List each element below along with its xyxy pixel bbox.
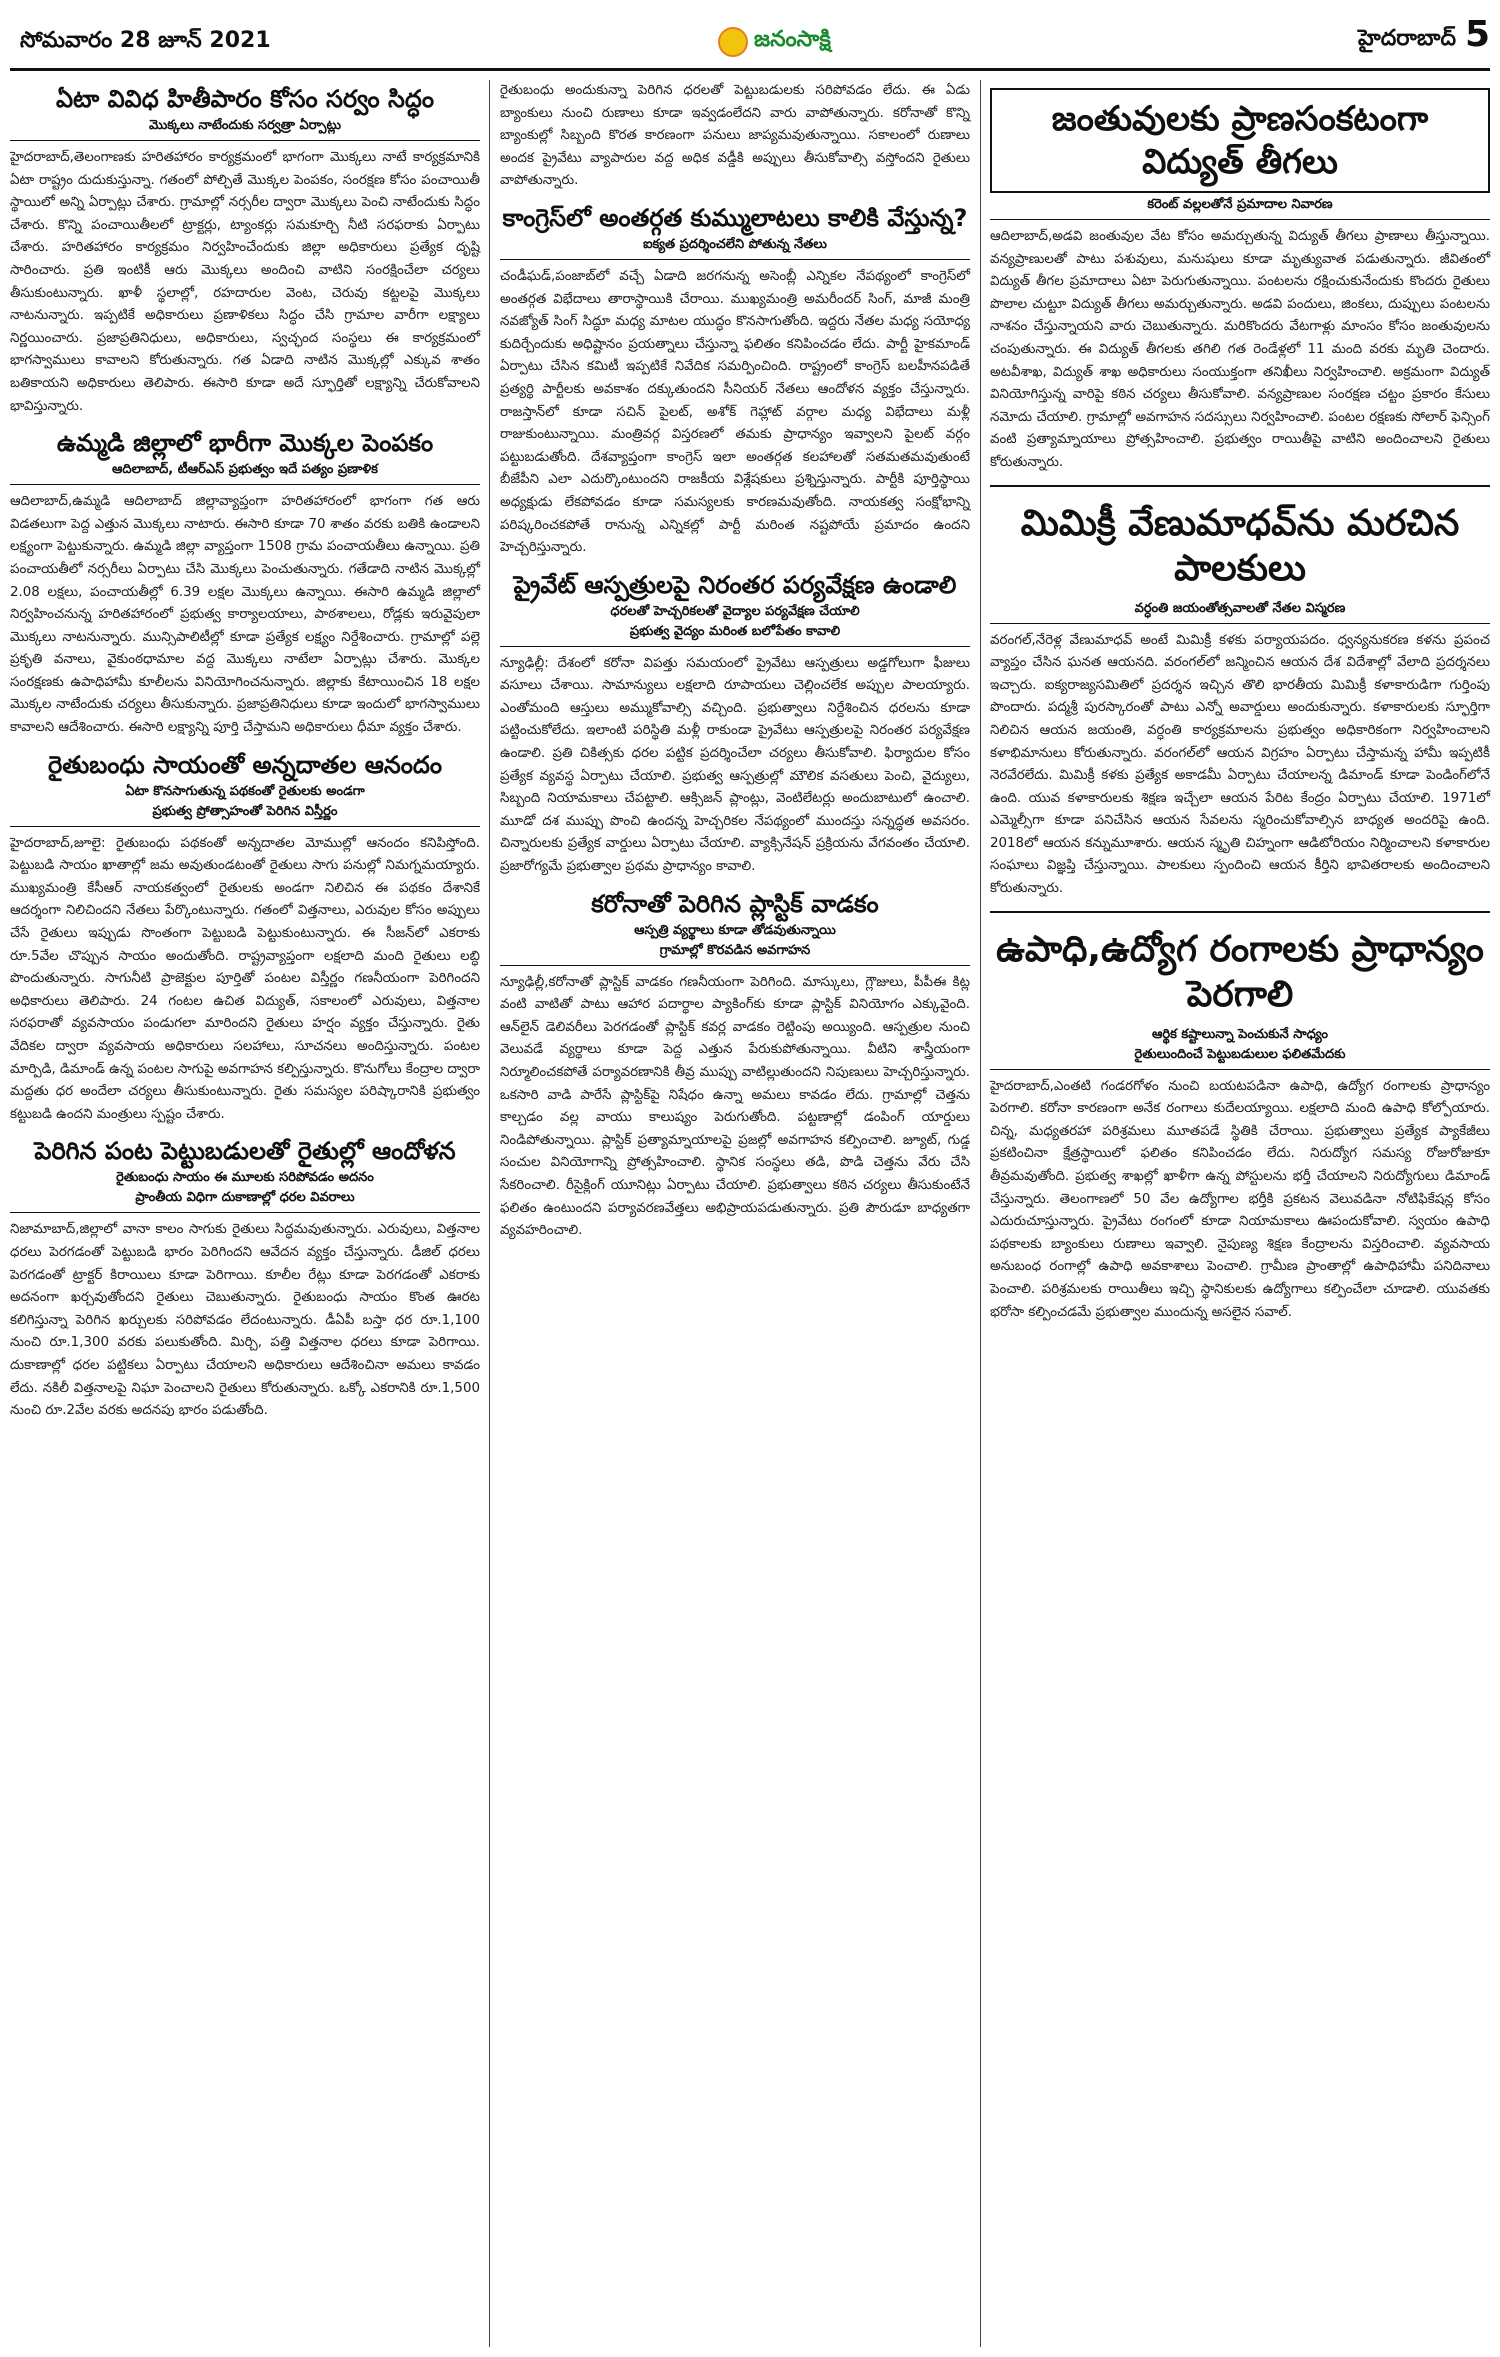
- story-rule: [990, 219, 1490, 220]
- story-body: ఆదిలాబాద్,ఉమ్మడి ఆదిలాబాద్ జిల్లావ్యాప్తంగా హరితహారంలో భాగంగా గత ఆరు విడతలుగా పెద్ద ఎత్తున మొక్కలు నాటారు. ఈసారి కూడా 70 శాతం వరకు బతికి ఉండాలని లక్ష్యంగా పెట్టుకున్నారు. ఉమ్మడి జిల్లా వ్యాప్తంగా 1508 గ్రామ పంచాయతీలు ఉన్నాయి. ప్రతి పంచాయతీలో నర్సరీలు ఏర్పాటు చేసి మొక్కలు పెంచుతున్నారు. గతేడాది నాటిన మొక్కల్లో 2.08 లక్షలు, పంచాయతీల్లో 6.39 లక్షల మొక్కలు ఉన్నాయి. ఈసారి ఉమ్మడి జిల్లాలో నిర్వహించనున్న హరితహారంలో ప్రభుత్వ కార్యాలయాలు, పాఠశాలలు, రోడ్లకు ఇరువైపులా మొక్కలు నాటనున్నారు. మున్సిపాలిటీల్లో కూడా ప్రత్యేక లక్ష్యం నిర్దేశించారు. గ్రామాల్లో పల్లె ప్రకృతి వనాలు, వైకుంఠధామాల వద్ద మొక్కలు నాటేలా ఏర్పాట్లు చేశారు. మొక్కల సంరక్షణకు ఉపాధిహామీ కూలీలను వినియోగించనున్నారు. జిల్లాకు కేటాయించిన 18 లక్షల మొక్కల నాటేందుకు చర్యలు తీసుకున్నారు. ప్రజాప్రతినిధులు కూడా ఇందులో భాగస్వాములు కావాలని ఆదేశించారు. ఈసారి లక్ష్యాన్ని పూర్తి చేస్తామని అధికారులు ధీమా వ్యక్తం చేశారు.: [10, 494, 485, 736]
- story-body: న్యూఢిల్లీ,కరోనాతో ప్లాస్టిక్ వాడకం గణనీయంగా పెరిగింది. మాస్కులు, గ్లౌజులు, పీపీఈ కిట్ల వంటి వాటితో పాటు ఆహార పదార్థాల ప్యాకింగ్‌కు కూడా ప్లాస్టిక్ వినియోగం ఎక్కువైంది. ఆన్‌లైన్ డెలివరీలు పెరగడంతో ప్లాస్టిక్ కవర్ల వాడకం రెట్టింపు అయ్యింది. ఆస్పత్రుల నుంచి వెలువడే వ్యర్థాలు కూడా పెద్ద ఎత్తున పేరుకుపోతున్నాయి. వీటిని శాస్త్రీయంగా నిర్మూలించకపోతే పర్యావరణానికి తీవ్ర ముప్పు వాటిల్లుతుందని నిపుణులు హెచ్చరిస్తున్నారు. ఒకసారి వాడి పారేసే ప్లాస్టిక్‌పై నిషేధం ఉన్నా అమలు కావడం లేదు. గ్రామాల్లో చెత్తను కాల్చడం వల్ల వాయు కాలుష్యం పెరుగుతోంది. పట్టణాల్లో డంపింగ్ యార్డులు నిండిపోతున్నాయి. ప్లాస్టిక్ ప్రత్యామ్నాయాలపై ప్రజల్లో అవగాహన కల్పించాలి. జ్యూట్, గుడ్డ సంచుల వినియోగాన్ని ప్రోత్సహించాలి. స్థానిక సంస్థలు తడి, పొడి చెత్తను వేరు చేసి సేకరించాలి. రీసైక్లింగ్ యూనిట్లు ఏర్పాటు చేయాలి. ప్రభుత్వాలు కఠిన చర్యలు తీసుకుంటేనే ఫలితం ఉంటుందని పర్యావరణవేత్తలు అభిప్రాయపడుతున్నారు. ప్రతి పౌరుడూ బాధ్యతగా వ్యవహరించాలి.: [500, 974, 975, 1239]
- story-plastic-usage: [500, 889, 975, 1243]
- story-rule: [10, 484, 480, 485]
- story-subheadline: గ్రామాల్లో కొరవడిన అవగాహన: [659, 942, 811, 958]
- story-body: రైతుబంధు అందుకున్నా పెరిగిన ధరలతో పెట్టుబడులకు సరిపోవడం లేదు. ఈ ఏడు బ్యాంకులు నుంచి రుణాలు కూడా ఇవ్వడంలేదని వారు వాపోతున్నారు. కరోనాతో కొన్ని బ్యాంకుల్లో సిబ్బంది కొరత కారణంగా పనులు జాప్యమవుతున్నాయి. సకాలంలో రుణాలు అందక ప్రైవేటు వ్యాపారుల వద్ద అధిక వడ్డీకి అప్పులు తీసుకోవాల్సి వస్తోందని రైతులు వాపోతున్నారు.: [500, 83, 975, 189]
- column-1: [10, 80, 485, 2347]
- story-rule: [10, 1212, 480, 1213]
- story-subheadline: వర్ధంతి జయంతోత్సవాలతో నేతల విస్మరణ: [1134, 600, 1346, 616]
- story-headline: మిమిక్రీ వేణుమాధవ్‌ను మరచిన పాలకులు: [1020, 502, 1460, 589]
- newspaper-logo: [710, 24, 845, 60]
- story-crop-investment: [10, 1136, 485, 1422]
- story-headline: కాంగ్రెస్‌లో అంతర్గత కుమ్ములాటలు కాలికి వేస్తున్న?: [502, 203, 968, 232]
- story-subheadline: ధరలతో హెచ్చరికలతో వైద్యాల పర్యవేక్షణ చేయాలి: [610, 603, 860, 619]
- issue-date: సోమవారం 28 జూన్ 2021: [20, 28, 271, 53]
- story-subheadline: ప్రభుత్వ వైద్యం మరింత బలోపేతం కావాలి: [629, 623, 841, 639]
- section-rule: [990, 485, 1490, 487]
- story-rule: [990, 1069, 1490, 1070]
- story-subheadline: ఏటా కొనసాగుతున్న పథకంతో రైతులకు అండగా: [125, 783, 365, 799]
- sun-logo-icon: [718, 27, 748, 57]
- story-subheadline: ఆదిలాబాద్, టీఆర్‌ఎస్ ప్రభుత్వం ఇదే పత్యం ప్రణాళిక: [112, 462, 378, 478]
- column-divider: [489, 80, 490, 2347]
- story-headline: పెరిగిన పంట పెట్టుబడులతో రైతుల్లో ఆందోళన: [34, 1137, 456, 1166]
- story-rythu-bandhu: [10, 750, 485, 1127]
- story-headline: ఉమ్మడి జిల్లాలో భారీగా మొక్కల పెంపకం: [56, 429, 434, 458]
- story-body: నిజామాబాద్,జిల్లాలో వానా కాలం సాగుకు రైతులు సిద్ధమవుతున్నారు. ఎరువులు, విత్తనాల ధరలు పెరగడంతో పెట్టుబడి భారం పెరిగిందని ఆవేదన వ్యక్తం చేస్తున్నారు. డీజిల్ ధరలు పెరగడంతో ట్రాక్టర్ కిరాయిలు కూడా పెరిగాయి. కూలీల రేట్లు కూడా పెరగడంతో ఎకరాకు అదనంగా ఖర్చవుతోందని రైతులు చెబుతున్నారు. రైతుబంధు సాయం కొంత ఊరట కలిగిస్తున్నా పెరిగిన ఖర్చులకు సరిపోవడం లేదంటున్నారు. డీఏపీ బస్తా ధర రూ.1,100 నుంచి రూ.1,300 వరకు పలుకుతోంది. మిర్చి, పత్తి విత్తనాల ధరలు కూడా పెరిగాయి. దుకాణాల్లో ధరల పట్టికలు ఏర్పాటు చేయాలని అధికారులు ఆదేశించినా అమలు కావడం లేదు. నకిలీ విత్తనాలపై నిఘా పెంచాలని రైతులు కోరుతున్నారు. ఒక్కో ఎకరానికి రూ.1,500 నుంచి రూ.2వేల వరకు అదనపు భారం పడుతోంది.: [10, 1222, 485, 1419]
- story-subheadline: రైతులుందించే పెట్టుబడులుల ఫలితమేదకు: [1134, 1046, 1346, 1062]
- story-electric-fences: [990, 88, 1495, 475]
- story-body: వరంగల్,నేరెళ్ల వేణుమాధవ్ అంటే మిమిక్రీ కళకు పర్యాయపదం. ధ్వన్యనుకరణ కళను ప్రపంచ వ్యాప్తం చేసిన ఘనత ఆయనది. వరంగల్‌లో జన్మించిన ఆయన దేశ విదేశాల్లో వేలాది ప్రదర్శనలు ఇచ్చారు. ఐక్యరాజ్యసమితిలో ప్రదర్శన ఇచ్చిన తొలి భారతీయ మిమిక్రీ కళాకారుడిగా గుర్తింపు పొందారు. పద్మశ్రీ పురస్కారంతో పాటు ఎన్నో అవార్డులు అందుకున్నారు. కళాకారులకు స్ఫూర్తిగా నిలిచిన ఆయన జయంతి, వర్ధంతి కార్యక్రమాలను ప్రభుత్వం అధికారికంగా నిర్వహించాలని కళాభిమానులు కోరుతున్నారు. వరంగల్‌లో ఆయన విగ్రహం ఏర్పాటు చేస్తామన్న హామీ ఇప్పటికీ నెరవేరలేదు. మిమిక్రీ కళకు ప్రత్యేక అకాడమీ ఏర్పాటు చేయాలన్న డిమాండ్ కూడా పెండింగ్‌లోనే ఉంది. యువ కళాకారులకు శిక్షణ ఇచ్చేలా ఆయన పేరిట కేంద్రం ఏర్పాటు చేయాలి. 1971లో ఎమ్మెల్సీగా కూడా పనిచేసిన ఆయన సేవలను స్మరించుకోవాల్సిన బాధ్యత అందరిపై ఉంది. 2018లో ఆయన కన్నుమూశారు. ఆయన స్మృతి చిహ్నంగా ఆడిటోరియం నిర్మించాలని కళాకారుల సంఘాలు విజ్ఞప్తి చేస్తున్నాయి. పాలకులు స్పందించి ఆయన కీర్తిని భావితరాలకు అందించాలని కోరుతున్నారు.: [990, 632, 1495, 897]
- story-body: న్యూఢిల్లీ: దేశంలో కరోనా విపత్తు సమయంలో ప్రైవేటు ఆస్పత్రులు అడ్డగోలుగా ఫీజులు వసూలు చేశాయి. సామాన్యులు లక్షలాది రూపాయలు చెల్లించలేక అప్పుల పాలయ్యారు. ఎంతోమంది ఆస్తులు అమ్ముకోవాల్సి వచ్చింది. ప్రభుత్వాలు నిర్దేశించిన ధరలను కూడా పట్టించుకోలేదు. ఇలాంటి పరిస్థితి మళ్లీ రాకుండా ప్రైవేటు ఆస్పత్రులపై నిరంతర పర్యవేక్షణ ఉండాలి. ప్రతి చికిత్సకు ధరల పట్టిక ప్రదర్శించేలా చర్యలు తీసుకోవాలి. ఫిర్యాదుల కోసం ప్రత్యేక వ్యవస్థ ఏర్పాటు చేయాలి. ప్రభుత్వ ఆస్పత్రుల్లో మౌలిక వసతులు పెంచి, వైద్యులు, సిబ్బంది నియామకాలు చేపట్టాలి. ఆక్సిజన్ ప్లాంట్లు, వెంటిలేటర్లు అందుబాటులో ఉంచాలి. మూడో దశ ముప్పు పొంచి ఉందన్న హెచ్చరికల నేపథ్యంలో ముందస్తు సన్నద్ధత అవసరం. చిన్నారులకు ప్రత్యేక వార్డులు ఏర్పాటు చేయాలి. వ్యాక్సినేషన్ ప్రక్రియను వేగవంతం చేయాలి. ప్రజారోగ్యమే ప్రభుత్వాల ప్రథమ ప్రాధాన్యం కావాలి.: [500, 655, 975, 875]
- story-subheadline: ప్రాంతీయ విధిగా దుకాణాల్లో ధరల వివరాలు: [135, 1190, 355, 1206]
- story-subheadline: ఐక్యత ప్రదర్శించలేని పోతున్న నేతలు: [643, 236, 827, 252]
- story-body: చండీఘడ్,పంజాబ్‌లో వచ్చే ఏడాది జరగనున్న అసెంబ్లీ ఎన్నికల నేపథ్యంలో కాంగ్రెస్‌లో అంతర్గత విభేదాలు తారాస్థాయికి చేరాయి. ముఖ్యమంత్రి అమరీందర్ సింగ్, మాజీ మంత్రి నవజ్యోత్ సింగ్ సిద్ధూ మధ్య మాటల యుద్ధం కొనసాగుతోంది. ఇద్దరు నేతల మధ్య సయోధ్య కుదిర్చేందుకు అధిష్టానం ప్రయత్నాలు చేస్తున్నా ఫలితం కనిపించడం లేదు. పార్టీ హైకమాండ్ ఏర్పాటు చేసిన కమిటీ ఇప్పటికే నివేదిక సమర్పించింది. రాష్ట్రంలో కాంగ్రెస్ బలహీనపడితే ప్రత్యర్థి పార్టీలకు అవకాశం దక్కుతుందని సీనియర్ నేతలు ఆందోళన వ్యక్తం చేస్తున్నారు. రాజస్తాన్‌లో కూడా సచిన్ పైలట్, అశోక్ గెహ్లాట్ వర్గాల మధ్య విభేదాలు మళ్లీ రాజుకుంటున్నాయి. మంత్రివర్గ విస్తరణలో తమకు ప్రాధాన్యం ఇవ్వాలని పైలట్ వర్గం పట్టుబడుతోంది. దేశవ్యాప్తంగా కాంగ్రెస్ ఇలా అంతర్గత కలహాలతో సతమతమవుతుంటే బీజేపీని ఎలా ఎదుర్కొంటుందని రాజకీయ విశ్లేషకులు ప్రశ్నిస్తున్నారు. పార్టీకి పూర్తిస్థాయి అధ్యక్షుడు లేకపోవడం కూడా సమస్యలకు కారణమవుతోంది. నాయకత్వ సంక్షోభాన్ని పరిష్కరించకపోతే రానున్న ఎన్నికల్లో పార్టీ మరింత నష్టపోయే ప్రమాదం ఉందని హెచ్చరిస్తున్నారు.: [500, 268, 975, 556]
- masthead-rule: [10, 68, 1490, 71]
- story-subheadline: ప్రభుత్వ ప్రోత్సాహంతో పెరిగిన విస్తీర్ణం: [152, 803, 338, 819]
- story-rule: [10, 826, 480, 827]
- story-rule: [500, 259, 970, 260]
- page-number: 5: [1464, 14, 1490, 55]
- story-congress-infighting: [500, 203, 975, 560]
- story-headline: ప్రైవేట్ ఆస్పత్రులపై నిరంతర పర్యవేక్షణ ఉండాలి: [513, 570, 957, 599]
- story-subheadline: రైతుబంధు సాయం ఈ మూలకు సరిపోవడం అదనం: [116, 1170, 374, 1186]
- story-rule: [10, 140, 480, 141]
- story-continued: [500, 80, 975, 193]
- column-2: [500, 80, 975, 2347]
- story-subheadline: ఆస్పత్రి వ్యర్థాలు కూడా తోడవుతున్నాయి: [634, 922, 836, 938]
- story-mimicry-venumadhav: [990, 495, 1495, 901]
- masthead: [0, 0, 1500, 80]
- story-haritha-haram: [10, 84, 485, 418]
- story-employment: [990, 921, 1495, 1325]
- edition-city: హైదరాబాద్: [1358, 26, 1456, 51]
- story-headline: రైతుబంధు సాయంతో అన్నదాతల ఆనందం: [48, 750, 442, 779]
- newspaper-name: జనంసాక్షి: [754, 27, 831, 52]
- story-body: హైదరాబాద్,ఎంతటి గండరగోళం నుంచి బయటపడినా ఉపాధి, ఉద్యోగ రంగాలకు ప్రాధాన్యం పెరగాలి. కరోనా కారణంగా అనేక రంగాలు కుదేలయ్యాయి. లక్షలాది మంది ఉపాధి కోల్పోయారు. చిన్న, మధ్యతరహా పరిశ్రమలు మూతపడే స్థితికి చేరాయి. ప్రభుత్వాలు ప్రత్యేక ప్యాకేజీలు ప్రకటించినా క్షేత్రస్థాయిలో ఫలితం కనిపించడం లేదు. నిరుద్యోగ సమస్య రోజురోజుకూ తీవ్రమవుతోంది. ప్రభుత్వ శాఖల్లో ఖాళీగా ఉన్న పోస్టులను భర్తీ చేయాలని నిరుద్యోగులు డిమాండ్ చేస్తున్నారు. తెలంగాణలో 50 వేల ఉద్యోగాల భర్తీకి ప్రకటన వెలువడినా నోటిఫికేషన్ల కోసం ఎదురుచూస్తున్నారు. ప్రైవేటు రంగంలో కూడా నియామకాలు ఊపందుకోవాలి. స్వయం ఉపాధి పథకాలకు బ్యాంకులు రుణాలు ఇవ్వాలి. నైపుణ్య శిక్షణ కేంద్రాలను విస్తరించాలి. వ్యవసాయ అనుబంధ రంగాల్లో ఉపాధి అవకాశాలు పెంచాలి. గ్రామీణ ప్రాంతాల్లో ఉపాధిహామీ పనిదినాలు పెంచాలి. పరిశ్రమలకు రాయితీలు ఇచ్చి స్థానికులకు ఉద్యోగాలు కల్పించేలా చూడాలి. యువతకు భరోసా కల్పించడమే ప్రభుత్వాల ముందున్న అసలైన సవాల్.: [990, 1078, 1495, 1320]
- section-rule: [990, 911, 1490, 913]
- column-divider: [980, 80, 981, 2347]
- story-rule: [500, 646, 970, 647]
- story-headline: జంతువులకు ప్రాణసంకటంగా విద్యుత్ తీగలు: [990, 88, 1490, 193]
- story-headline: ఏటా వివిధ హితీపారం కోసం సర్వం సిద్ధం: [55, 85, 435, 113]
- story-headline: కరోనాతో పెరిగిన ప్లాస్టిక్ వాడకం: [591, 889, 879, 918]
- column-3: [990, 80, 1495, 2347]
- story-rule: [500, 965, 970, 966]
- story-subheadline: కరెంట్ వల్లలతోనే ప్రమాదాల నివారణ: [1147, 197, 1333, 212]
- story-body: హైదరాబాద్,జూలై: రైతుబంధు పథకంతో అన్నదాతల మోముల్లో ఆనందం కనిపిస్తోంది. పెట్టుబడి సాయం ఖాతాల్లో జమ అవుతుండటంతో రైతులు సాగు పనుల్లో నిమగ్నమయ్యారు. ముఖ్యమంత్రి కేసీఆర్ నాయకత్వంలో రైతులకు అండగా నిలిచిన ఈ పథకం దేశానికే ఆదర్శంగా నిలిచిందని నేతలు పేర్కొంటున్నారు. గతంలో విత్తనాలు, ఎరువుల కోసం అప్పులు చేసే రైతులు ఇప్పుడు సొంతంగా పెట్టుబడి పెట్టుకుంటున్నారు. ఈ సీజన్‌లో ఎకరాకు రూ.5వేల చొప్పున సాయం అందుతోంది. రాష్ట్రవ్యాప్తంగా లక్షలాది మంది రైతులు లబ్ధి పొందుతున్నారు. సాగునీటి ప్రాజెక్టుల పూర్తితో పంటల విస్తీర్ణం గణనీయంగా పెరిగిందని అధికారులు తెలిపారు. 24 గంటల ఉచిత విద్యుత్, సకాలంలో ఎరువులు, విత్తనాల సరఫరాతో వ్యవసాయం పండుగలా మారిందని రైతులు హర్షం వ్యక్తం చేస్తున్నారు. రైతు వేదికల ద్వారా వ్యవసాయ అధికారులు సలహాలు, సూచనలు అందిస్తున్నారు. పంటల మార్పిడి, డిమాండ్ ఉన్న పంటల సాగుపై అవగాహన కల్పిస్తున్నారు. కొనుగోలు కేంద్రాల ద్వారా మద్దతు ధర అందేలా చర్యలు తీసుకుంటున్నారు. రైతు సమస్యల పరిష్కారానికి ప్రభుత్వం కట్టుబడి ఉందని మంత్రులు స్పష్టం చేశారు.: [10, 835, 485, 1122]
- story-body: హైదరాబాద్,తెలంగాణకు హరితహారం కార్యక్రమంలో భాగంగా మొక్కలు నాటే కార్యక్రమానికి ఏటా రాష్ట్రం దుదుకుస్తున్నా. గతంలో పోల్చితే మొక్కల పెంపకం, సంరక్షణ కోసం పంచాయితీ స్థాయిలో అన్ని ఏర్పాట్లు చేశారు. గ్రామాల్లో నర్సరీల ద్వారా మొక్కలు పెంచి నాటేందుకు సిద్ధం చేశారు. కొన్ని పంచాయితీలలో ట్రాక్టర్లు, ట్యాంకర్లు సమకూర్చి నీటి సరఫరాకు ఏర్పాటు చేశారు. హరితహారం కార్యక్రమం నిర్వహించేందుకు జిల్లా అధికారులు ప్రత్యేక దృష్టి సారించారు. ప్రతి ఇంటికీ ఆరు మొక్కలు అందించి వాటిని సంరక్షించేలా చర్యలు తీసుకుంటున్నారు. ఖాళీ స్థలాల్లో, రహదారుల వెంట, చెరువు కట్టలపై మొక్కలు నాటనున్నారు. ఇప్పటికే అధికారులు ప్రణాళికలు సిద్ధం చేసి గ్రామాల వారీగా లక్ష్యాలు నిర్ణయించారు. ప్రజాప్రతినిధులు, అధికారులు, స్వచ్ఛంద సంస్థలు ఈ కార్యక్రమంలో భాగస్వాములు కావాలని కోరుతున్నారు. గత ఏడాది నాటిన మొక్కల్లో ఎక్కువ శాతం బతికాయని అధికారులు తెలిపారు. ఈసారి కూడా అదే స్ఫూర్తితో లక్ష్యాన్ని చేరుకోవాలని భావిస్తున్నారు.: [10, 150, 485, 414]
- story-body: ఆదిలాబాద్,అడవి జంతువుల వేట కోసం అమర్చుతున్న విద్యుత్ తీగలు ప్రాణాలు తీస్తున్నాయి. వన్యప్రాణులతో పాటు పశువులు, మనుషులు కూడా మృత్యువాత పడుతున్నారు. జీవితంలో విద్యుత్ తీగల ప్రమాదాలు ఏటా పెరుగుతున్నాయి. పంటలను రక్షించుకునేందుకు కొందరు రైతులు పొలాల చుట్టూ విద్యుత్ తీగలు అమర్చుతున్నారు. అడవి పందులు, జింకలు, దుప్పులు పంటలను నాశనం చేస్తున్నాయని వారు చెబుతున్నారు. మరికొందరు వేటగాళ్లు మాంసం కోసం జంతువులను చంపుతున్నారు. ఈ విద్యుత్ తీగలకు తగిలి గత రెండేళ్లలో 11 మంది వరకు మృతి చెందారు. అటవీశాఖ, విద్యుత్ శాఖ అధికారులు సంయుక్తంగా తనిఖీలు నిర్వహించాలి. అక్రమంగా విద్యుత్ వినియోగిస్తున్న వారిపై కఠిన చర్యలు తీసుకోవాలి. వన్యప్రాణుల సంరక్షణ చట్టం ప్రకారం కేసులు నమోదు చేయాలి. గ్రామాల్లో అవగాహన సదస్సులు నిర్వహించాలి. పంటల రక్షణకు సోలార్ ఫెన్సింగ్ వంటి ప్రత్యామ్నాయాలు ప్రోత్సహించాలి. ప్రభుత్వం రాయితీపై వాటిని అందించాలని రైతులు కోరుతున్నారు.: [990, 229, 1495, 470]
- story-subheadline: మొక్కలు నాటేందుకు సర్వత్రా ఏర్పాట్లు: [148, 118, 341, 133]
- story-subheadline: ఆర్థిక కష్టాలున్నా పెంచుకునే సాధ్యం: [1152, 1026, 1328, 1042]
- story-adilabad-plantation: [10, 428, 485, 740]
- story-rule: [990, 623, 1490, 624]
- story-headline: ఉపాధి,ఉద్యోగ రంగాలకు ప్రాధాన్యం పెరగాలి: [996, 928, 1484, 1015]
- story-private-hospitals: [500, 570, 975, 879]
